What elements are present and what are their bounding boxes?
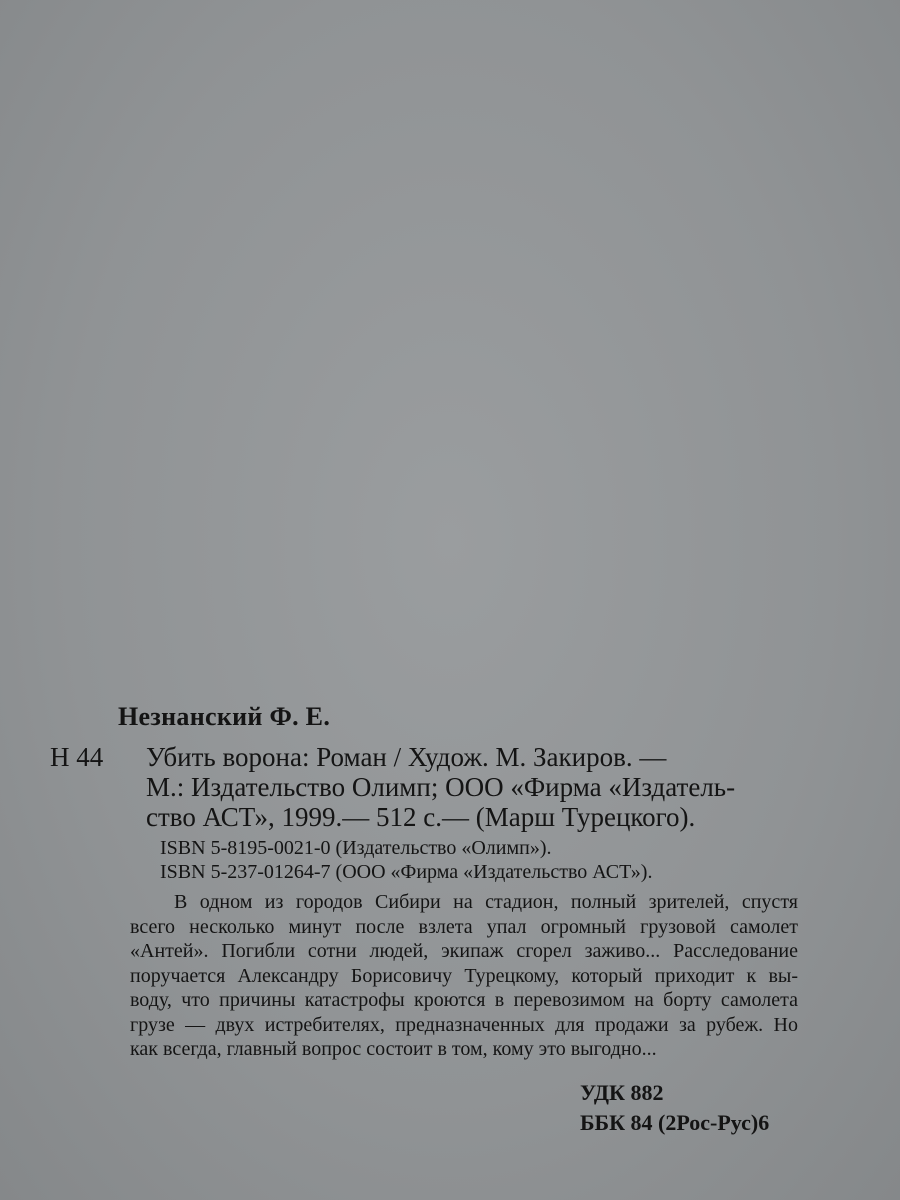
- annotation: [130, 890, 798, 1062]
- udk-code: УДК 882: [580, 1080, 664, 1105]
- annotation-line: «Антей». Погибли сотни людей, экипаж сгорел заживо... Расследование: [130, 940, 798, 962]
- annotation-line: как всегда, главный вопрос состоит в том, кому это выгодно...: [130, 1038, 657, 1060]
- bbk-code: ББК 84 (2Рос-Рус)6: [580, 1110, 770, 1135]
- annotation-line: В одном из городов Сибири на стадион, полный зрителей, спустя: [174, 891, 798, 913]
- annotation-line: грузе — двух истребителях, предназначенных для продажи за рубеж. Но: [130, 1013, 798, 1036]
- annotation-line: всего несколько минут после взлета упал огромный грузовой самолет: [130, 915, 798, 938]
- description-line: ство АСТ», 1999.— 512 с.— (Марш Турецкого).: [146, 802, 696, 832]
- author-sign-code: Н 44: [50, 742, 104, 772]
- isbn-line: ISBN 5-237-01264-7 (ООО «Фирма «Издательство АСТ»).: [160, 861, 653, 883]
- author-name: Незнанский Ф. Е.: [118, 702, 331, 731]
- isbn-line: ISBN 5-8195-0021-0 (Издательство «Олимп»).: [160, 837, 552, 859]
- annotation-line: воду, что причины катастрофы кроются в перевозимом на борту самолета: [130, 989, 798, 1011]
- description-line: М.: Издательство Олимп; ООО «Фирма «Издатель-: [146, 772, 736, 802]
- bibliographic-description: [146, 742, 786, 832]
- description-line: Убить ворона: Роман / Худож. М. Закиров. —: [146, 742, 667, 772]
- annotation-line: поручается Александру Борисовичу Турецкому, который приходит к вы-: [130, 964, 798, 987]
